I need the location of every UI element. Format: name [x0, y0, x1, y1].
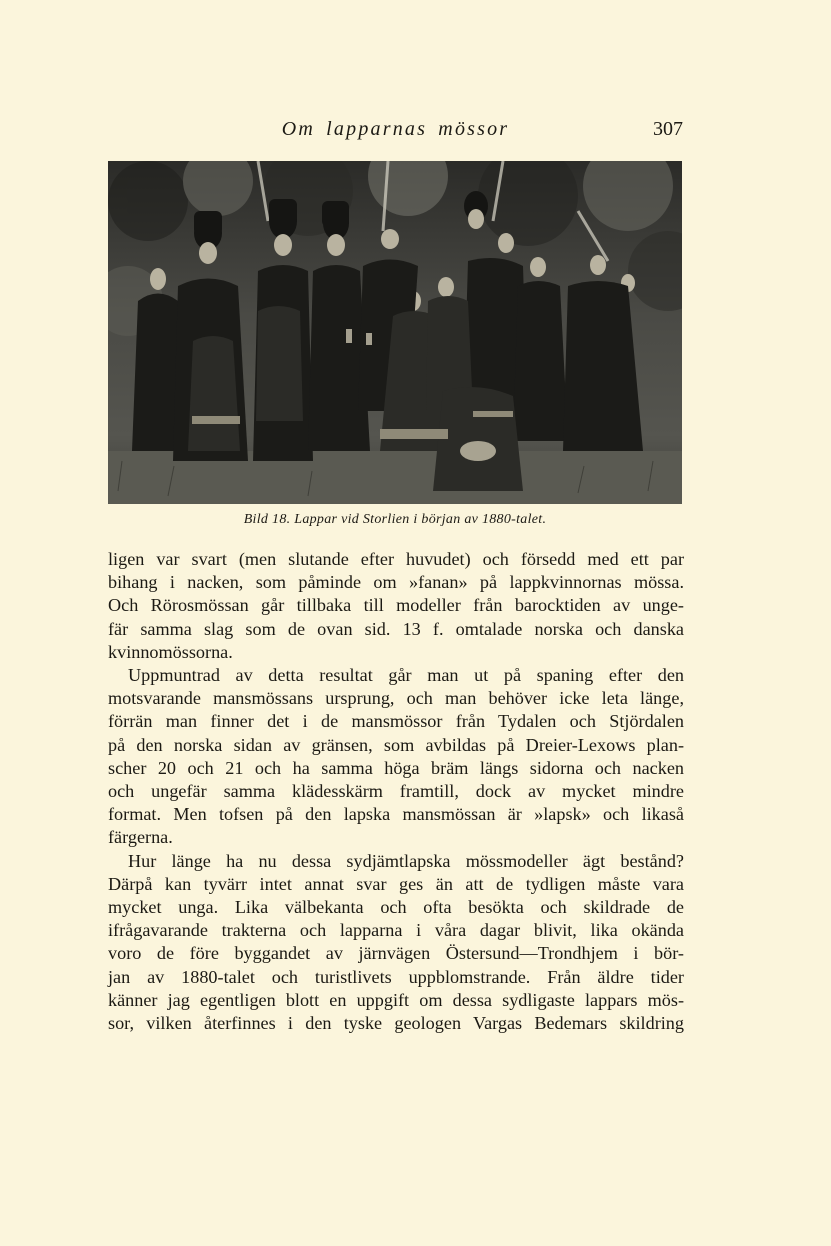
text-line: mycket unga. Lika välbekanta och ofta besökta och skildrade de — [108, 897, 684, 918]
text-line: format. Men tofsen på den lapska mansmössan är »lapsk» och likaså — [108, 804, 684, 825]
text-line: scher 20 och 21 och ha samma höga bräm längs sidorna och nacken — [108, 757, 684, 778]
text-line: och ungefär samma klädesskärm framtill, dock av mycket mindre — [108, 781, 684, 802]
paragraph-1 — [108, 548, 684, 664]
text-line: ligen var svart (men slutande efter huvudet) och försedd med ett par — [108, 549, 684, 569]
text-line: Därpå kan tyvärr intet annat svar ges än att de tydligen måste vara — [108, 873, 684, 894]
text-line: Och Rörosmössan går tillbaka till modeller från barocktiden av unge- — [108, 595, 684, 616]
paragraph-2 — [108, 664, 684, 850]
text-line: motsvarande mansmössans ursprung, och man behöver icke leta länge, — [108, 688, 684, 709]
figure-caption: Bild 18. Lappar vid Storlien i början av 1880-talet. — [243, 512, 547, 527]
text-line: voro de före byggandet av järnvägen Östersund—Trondhjem i bör- — [108, 943, 684, 964]
paragraph-3 — [108, 850, 684, 1036]
text-line: fär samma slag som de ovan sid. 13 f. omtalade norska och danska — [108, 618, 684, 639]
text-line: Hur länge ha nu dessa sydjämtlapska mössmodeller ägt bestånd? — [128, 850, 684, 871]
text-line: sor, vilken återfinnes i den tyske geologen Vargas Bedemars skildring — [108, 1013, 684, 1034]
text-line: ifrågavarande trakterna och lapparna i våra dagar blivit, lika okända — [108, 920, 684, 941]
running-title: Om lapparnas mössor — [281, 118, 510, 140]
running-head — [108, 118, 683, 144]
text-line: förrän man finner det i de mansmössor från Tydalen och Stjördalen — [108, 711, 684, 732]
body-text — [108, 548, 684, 1035]
text-line: färgerna. — [108, 827, 173, 848]
text-line: på den norska sidan av gränsen, som avbildas på Dreier-Lexows plan- — [108, 734, 684, 755]
text-line: kvinnomössorna. — [108, 641, 233, 662]
text-line: Uppmuntrad av detta resultat går man ut på spaning efter den — [128, 665, 684, 686]
group-photograph — [108, 161, 682, 504]
page-number: 307 — [653, 118, 683, 140]
text-line: känner jag egentligen blott en uppgift om dessa sydligaste lappars mös- — [108, 989, 684, 1010]
text-line: bihang i nacken, som påminde om »fanan» på lappkvinnornas mössa. — [108, 572, 684, 593]
text-line: jan av 1880-talet och turistlivets uppblomstrande. Från äldre tider — [108, 966, 684, 987]
